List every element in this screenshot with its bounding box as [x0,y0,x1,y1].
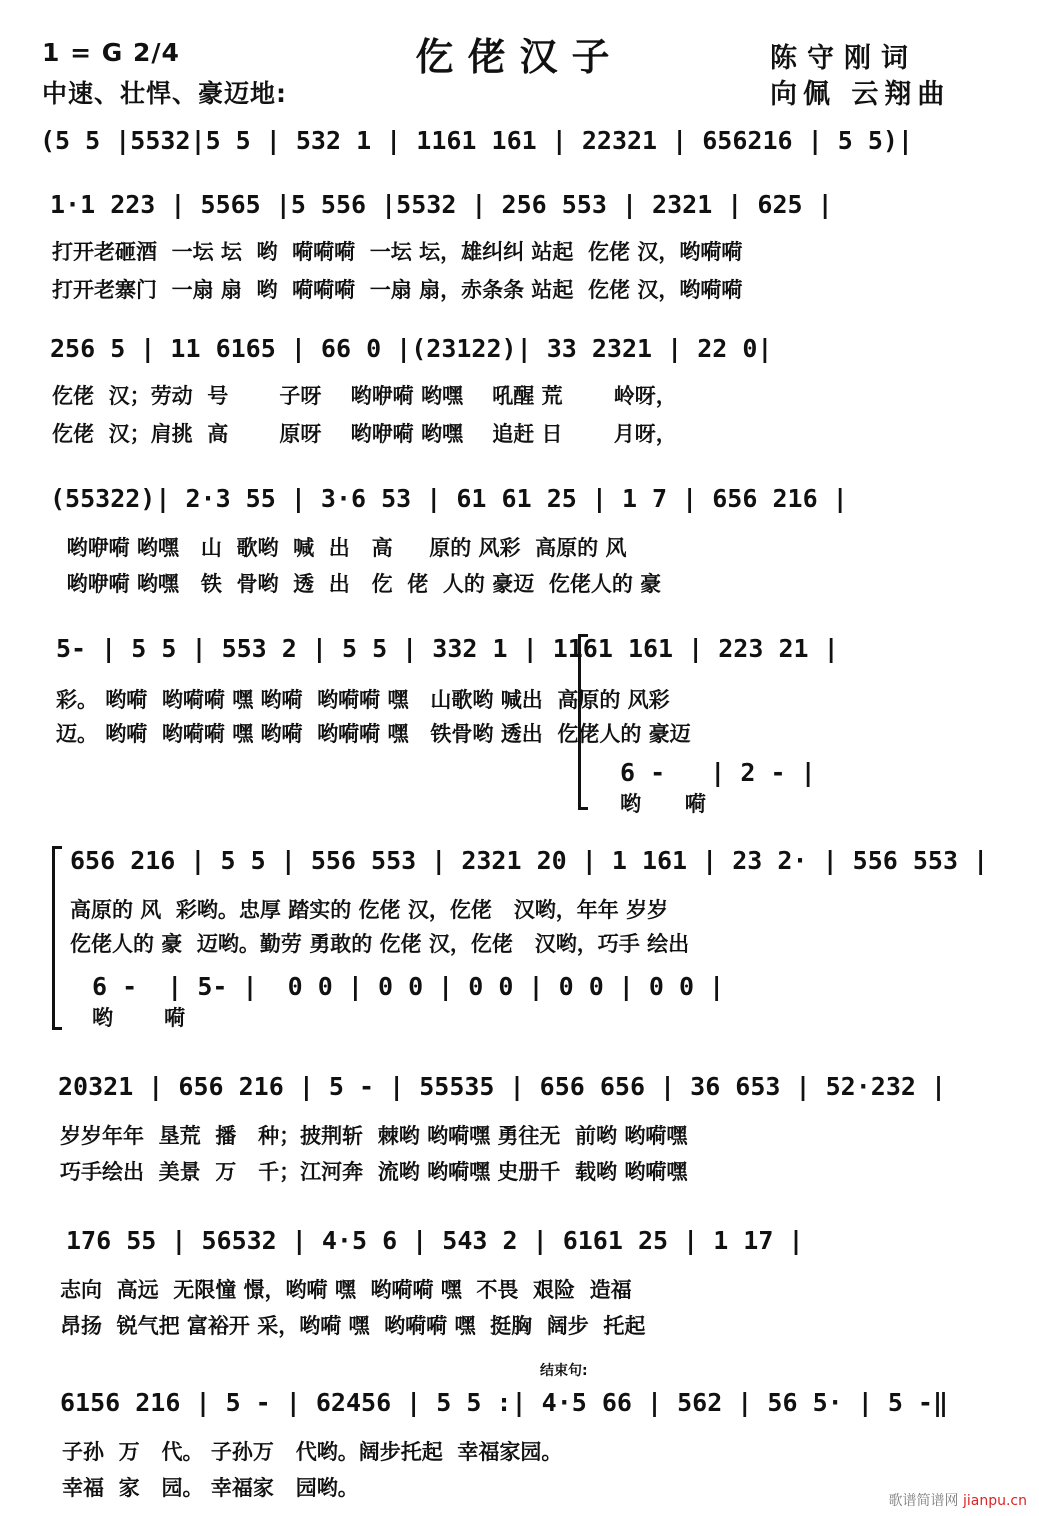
lyric-verse-1: 彩。 哟嗬 哟嗬嗬 嘿 哟嗬 哟嗬嗬 嘿 山歌哟 喊出 高原的 风彩 [56,688,670,712]
notation-line: 5- | 5 5 | 553 2 | 5 5 | 332 1 | 1161 161 | 223 21 | [56,634,839,663]
lyric-verse-1: 高原的 风 彩哟。忠厚 踏实的 仡佬 汉，仡佬 汉哟，年年 岁岁 [70,898,669,922]
notation-line: (5 5 |5532|5 5 | 532 1 | 1161 161 | 22321 | 656216 | 5 5)| [40,126,913,155]
notation-line: 6156 216 | 5 - | 62456 | 5 5 :| 4·5 66 | 562 | 56 5· | 5 -‖ [60,1388,949,1417]
song-title: 仡佬汉子 [415,35,624,79]
notation-line: 1·1 223 | 5565 |5 556 |5532 | 256 553 | 2321 | 625 | [50,190,833,219]
coda-label: 结束句: [540,1363,588,1379]
lyric-verse-1: 打开老砸酒 一坛 坛 哟 嗬嗬嗬 一坛 坛，雄纠纠 站起 仡佬 汉，哟嗬嗬 [52,240,743,264]
harmony-notation: 6 - | 5- | 0 0 | 0 0 | 0 0 | 0 0 | 0 0 | [92,972,725,1001]
notation-line: 256 5 | 11 6165 | 66 0 |(23122)| 33 2321 | 22 0| [50,334,773,363]
lyric-verse-2: 幸福 家 园。 幸福家 园哟。 [62,1476,359,1500]
lyric-verse-1: 志向 高远 无限憧 憬，哟嗬 嘿 哟嗬嗬 嘿 不畏 艰险 造福 [60,1278,632,1302]
composer-credit: 向佩 云翔曲 [770,79,951,110]
harmony-lyric: 哟 嗬 [620,792,706,816]
lyric-verse-1: 仡佬 汉；劳动 号 子呀 哟咿嗬 哟嘿 吼醒 荒 岭呀， [52,384,677,408]
part-bracket [52,846,55,1030]
part-bracket [578,634,581,810]
lyricist-credit: 陈守刚词 [770,43,918,74]
lyric-verse-2: 巧手绘出 美景 万 千；江河奔 流哟 哟嗬嘿 史册千 载哟 哟嗬嘿 [60,1160,688,1184]
lyric-verse-1: 岁岁年年 垦荒 播 种；披荆斩 棘哟 哟嗬嘿 勇往无 前哟 哟嗬嘿 [60,1124,688,1148]
notation-line: (55322)| 2·3 55 | 3·6 53 | 61 61 25 | 1 7 | 656 216 | [50,484,848,513]
notation-line: 656 216 | 5 5 | 556 553 | 2321 20 | 1 161 | 23 2· | 556 553 | [70,846,989,875]
lyric-verse-2: 迈。 哟嗬 哟嗬嗬 嘿 哟嗬 哟嗬嗬 嘿 铁骨哟 透出 仡佬人的 豪迈 [56,722,691,746]
lyric-verse-2: 哟咿嗬 哟嘿 铁 骨哟 透 出 仡 佬 人的 豪迈 仡佬人的 豪 [52,572,662,596]
key-time-signature: 1 = G 2/4 [42,38,180,67]
watermark-text: 歌谱简谱网 [888,1493,959,1509]
harmony-lyric: 哟 嗬 [92,1006,186,1030]
lyric-verse-2: 仡佬人的 豪 迈哟。勤劳 勇敢的 仡佬 汉，仡佬 汉哟，巧手 绘出 [70,932,690,956]
notation-line: 20321 | 656 216 | 5 - | 55535 | 656 656 | 36 653 | 52·232 | [58,1072,947,1101]
lyric-verse-1: 哟咿嗬 哟嘿 山 歌哟 喊 出 高 原的 风彩 高原的 风 [52,536,627,560]
lyric-verse-2: 仡佬 汉；肩挑 高 原呀 哟咿嗬 哟嘿 追赶 日 月呀， [52,422,677,446]
site-watermark [889,1490,1027,1510]
lyric-verse-1: 子孙 万 代。 子孙万 代哟。阔步托起 幸福家园。 [62,1440,563,1464]
watermark-url: jianpu.cn [962,1493,1027,1509]
lyric-verse-2: 昂扬 锐气把 富裕开 采，哟嗬 嘿 哟嗬嗬 嘿 挺胸 阔步 托起 [60,1314,646,1338]
harmony-notation: 6 - | 2 - | [620,758,816,787]
notation-line: 176 55 | 56532 | 4·5 6 | 543 2 | 6161 25 | 1 17 | [66,1226,804,1255]
lyric-verse-2: 打开老寨门 一扇 扇 哟 嗬嗬嗬 一扇 扇，赤条条 站起 仡佬 汉，哟嗬嗬 [52,278,743,302]
tempo-marking: 中速、壮悍、豪迈地: [42,79,287,108]
